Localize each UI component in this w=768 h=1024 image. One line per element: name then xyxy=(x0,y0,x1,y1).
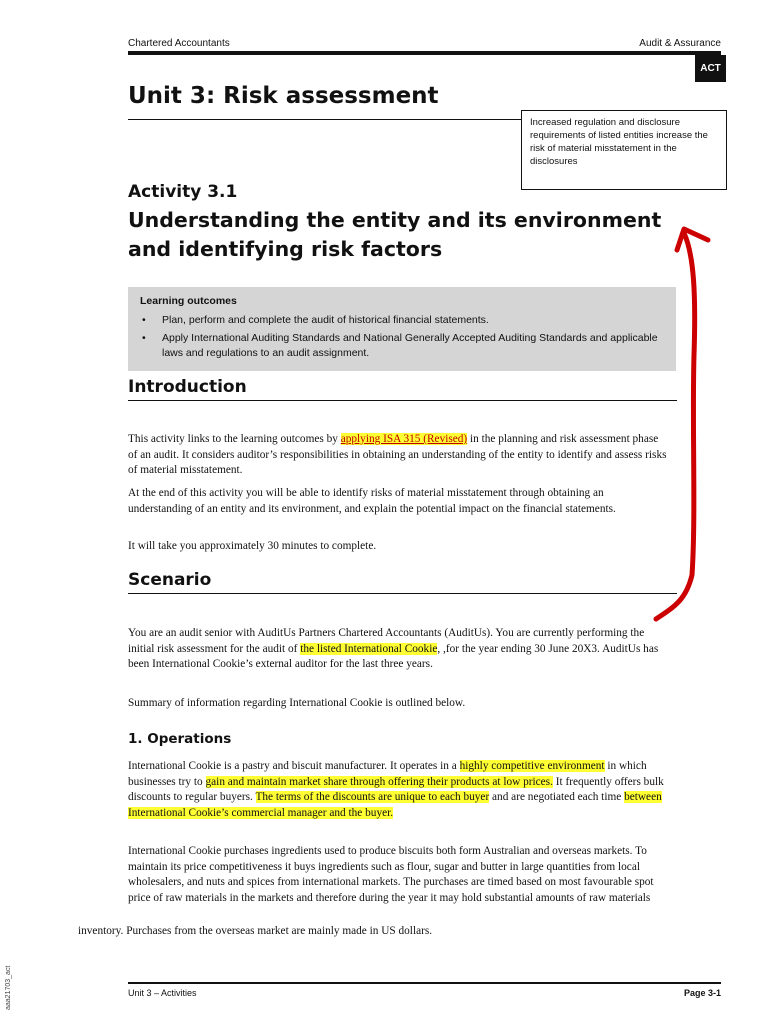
highlighted-text: gain and maintain market share through offering their products at low prices. xyxy=(205,775,553,788)
document-code: aaa21703_act xyxy=(5,965,12,1010)
activity-title: Understanding the entity and its environment and identifying risk factors xyxy=(128,208,662,261)
introduction-rule xyxy=(128,400,677,401)
highlighted-text: the listed International Cookie xyxy=(300,642,438,655)
learning-outcomes-title: Learning outcomes xyxy=(140,295,237,307)
learning-outcome-item xyxy=(140,313,664,328)
arrow-head xyxy=(677,229,708,250)
scenario-heading: Scenario xyxy=(128,570,212,590)
operations-heading: 1. Operations xyxy=(128,731,232,747)
intro-text: in the planning and risk assessment phase of an audit. It considers auditor’s responsibilities in obtaining an understanding of the entity to identify and assess risks of material misstatement. xyxy=(128,433,667,476)
scenario-text: You are an audit senior with AuditUs Partners Chartered Accountants (AuditUs). You are currently performing the initial risk assessment for the audit of xyxy=(128,627,645,655)
highlighted-text: highly competitive environment xyxy=(459,760,605,772)
scenario-paragraph-1 xyxy=(128,626,668,673)
highlighted-text: The terms of the discounts are unique to each buyer xyxy=(255,791,490,803)
introduction-paragraph-2: At the end of this activity you will be able to identify risks of material misstatement through obtaining an understanding of an entity and its environment, and explain the potential impact on the financial statements. xyxy=(128,487,616,515)
red-arrow-annotation xyxy=(640,215,730,635)
operations-paragraph-3: inventory. Purchases from the overseas market are mainly made in US dollars. xyxy=(78,925,433,937)
isa-315-link[interactable]: applying ISA 315 (Revised) xyxy=(340,433,468,445)
activity-label: Activity 3.1 xyxy=(128,182,238,202)
page-number: Page 3-1 xyxy=(683,988,721,998)
act-badge: ACT xyxy=(695,55,726,82)
bullet-icon: • xyxy=(142,332,146,344)
operations-paragraph-1 xyxy=(128,759,668,821)
introduction-heading: Introduction xyxy=(128,377,247,397)
intro-text: This activity links to the learning outcomes by xyxy=(128,433,341,445)
title-rule xyxy=(128,119,521,120)
scenario-rule xyxy=(128,593,677,594)
operations-text: International Cookie is a pastry and biscuit manufacturer. It operates in a xyxy=(128,760,460,772)
learning-outcome-text: Apply International Auditing Standards and National Generally Accepted Auditing Standards and applicable laws and regulations to an audit assignment. xyxy=(162,332,658,359)
scenario-paragraph-2: Summary of information regarding International Cookie is outlined below. xyxy=(128,697,466,709)
header-rule xyxy=(128,51,721,55)
introduction-paragraph-1 xyxy=(128,432,668,479)
header-left: Chartered Accountants xyxy=(128,38,230,49)
footer-rule xyxy=(128,982,721,984)
unit-title: Unit 3: Risk assessment xyxy=(128,83,439,109)
operations-text: and are negotiated each time xyxy=(489,791,625,803)
footer-left: Unit 3 – Activities xyxy=(128,988,197,998)
highlighted-text: between International Cookie’s commercial manager and the buyer. xyxy=(128,791,662,819)
operations-text: in which businesses try to xyxy=(128,760,647,788)
introduction-paragraph-3: It will take you approximately 30 minutes to complete. xyxy=(128,540,377,552)
operations-text: It frequently offers bulk discounts to regular buyers. xyxy=(128,775,664,803)
learning-outcomes-box xyxy=(128,287,676,371)
scenario-text: , ,for the year ending 30 June 20X3. AuditUs has been International Cookie’s external auditor for the last three years. xyxy=(128,642,659,670)
learning-outcome-text: Plan, perform and complete the audit of historical financial statements. xyxy=(162,314,489,326)
header-right: Audit & Assurance xyxy=(639,38,721,49)
annotation-note-box: Increased regulation and disclosure requirements of listed entities increase the risk of material misstatement in the disclosures xyxy=(521,110,727,190)
bullet-icon: • xyxy=(142,314,146,326)
learning-outcome-item xyxy=(140,331,664,361)
operations-paragraph-2: International Cookie purchases ingredients used to produce biscuits both form Australian and overseas markets. To maintain its price competitiveness it buys ingredients such as flour, sugar and butter in large quantities from local wholesalers, and nuts and spices from international markets. The purchases are timed based on most favourable spot price of raw materials in the markets and therefore during the year it may hold substantial amounts of raw materials xyxy=(128,845,654,904)
arrow-stroke xyxy=(656,233,695,619)
